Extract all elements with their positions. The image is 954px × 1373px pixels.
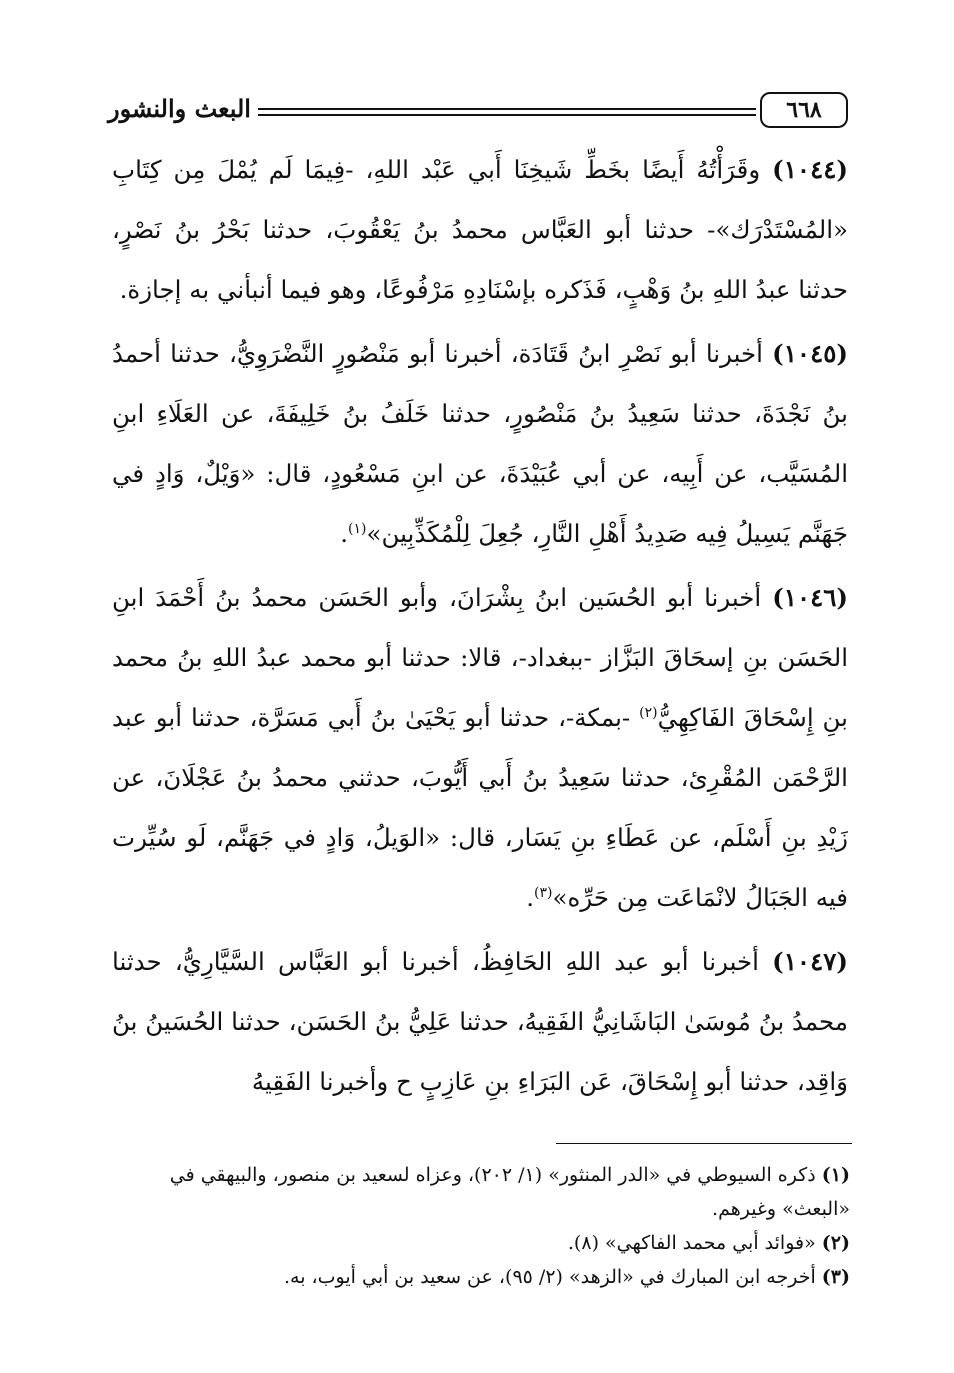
footnote-text: «فوائد أبي محمد الفاكهي» (٨).	[567, 1232, 816, 1254]
hadith-entry-1046	[112, 568, 848, 928]
hadith-entry-1045	[112, 324, 848, 564]
entry-number: (١٠٤٧)	[772, 947, 848, 976]
footnote-number: (٢)	[821, 1232, 850, 1254]
header-rule	[258, 108, 756, 110]
footnote-reference: (٣)	[534, 884, 553, 901]
footnote-number: (١)	[821, 1164, 850, 1186]
entry-text: وقَرَأْتُهُ أَيضًا بخَطِّ شَيخِنَا أَبي عَبْد اللهِ، -فِيمَا لَم يُمْلَ مِن كِتَابِ «المُسْتَدْرَك»- حدثنا أبو العَبَّاس محمدُ بنُ يَعْقُوبَ، حدثنا بَحْرُ بنُ نَصْرٍ، حدثنا عبدُ اللهِ بنُ وَهْبٍ، فَذَكره بإسْنَادِهِ مَرْفُوعًا، وهو فيما أنبأني به إجازة.	[112, 155, 848, 304]
footnote-text: ذكره السيوطي في «الدر المنثور» (١/ ٢٠٢)، وعزاه لسعيد بن منصور، والبيهقي في «البعث» وغيرهم.	[169, 1164, 850, 1220]
footnote-number: (٣)	[821, 1266, 850, 1288]
main-text	[112, 140, 848, 1116]
footnote-separator	[556, 1143, 852, 1144]
page-header	[108, 92, 848, 134]
header-rule	[258, 114, 756, 116]
entry-number: (١٠٤٥)	[772, 339, 848, 368]
footnote-reference: (٢)	[639, 704, 658, 721]
entry-text: أخبرنا أبو نَصْرِ ابنُ قَتَادَة، أخبرنا أبو مَنْصُورٍ النَّضْرَوِيُّ، حدثنا أحمدُ بنُ نَجْدَةَ، حدثنا سَعِيدُ بنُ مَنْصُورٍ، حدثنا خَلَفُ بنُ خَلِيفَةَ، عن العَلَاءِ ابنِ المُسَيَّب، عن أَبِيه، عن أبي عُبَيْدَةَ، عن ابنِ مَسْعُودٍ، قال: «وَيْلٌ، وَادٍ في جَهَنَّم يَسِيلُ فِيه صَدِيدُ أَهْلِ النَّارِ، جُعِلَ لِلْمُكَذِّبِين»	[112, 339, 848, 548]
footnote-3	[112, 1260, 850, 1294]
page-number: ٦٦٨	[760, 92, 848, 128]
hadith-entry-1047	[112, 932, 848, 1112]
entry-number: (١٠٤٤)	[772, 155, 848, 184]
hadith-entry-1044	[112, 140, 848, 320]
running-title: البعث والنشور	[108, 94, 251, 123]
entry-text: أخبرنا أبو عبد اللهِ الحَافِظُ، أخبرنا أبو العَبَّاس السَّيَّارِيُّ، حدثنا محمدُ بنُ مُوسَىٰ البَاشَانِيُّ الفَقِيهُ، حدثنا عَلِيُّ بنُ الحَسَن، حدثنا الحُسَينُ بنُ وَاقِد، حدثنا أبو إِسْحَاقَ، عَن البَرَاءِ بنِ عَازِبٍ ح وأخبرنا الفَقِيهُ	[112, 947, 848, 1096]
footnote-2	[112, 1226, 850, 1260]
entry-text-continued: -بمكة-، حدثنا أبو يَحْيَىٰ بنُ أَبي مَسَرَّة، حدثنا أبو عبد الرَّحْمَن المُقْرِئ، حدثنا سَعِيدُ بنُ أَبي أَيُّوبَ، حدثني محمدُ بنُ عَجْلَانَ، عن زَيْدِ بنِ أَسْلَم، عن عَطَاءِ بنِ يَسَار، قال: «الوَيلُ، وَادٍ في جَهَنَّم، لَو سُيِّرت فيه الجَبَالُ لانْمَاعَت مِن حَرِّه»	[112, 703, 848, 912]
footnote-text: أخرجه ابن المبارك في «الزهد» (٢/ ٩٥)، عن سعيد بن أبي أيوب، به.	[283, 1266, 816, 1288]
footnote-reference: (١)	[348, 520, 367, 537]
footnotes	[112, 1158, 850, 1294]
entry-number: (١٠٤٦)	[772, 583, 849, 612]
entry-tail: .	[526, 883, 535, 912]
entry-text: أخبرنا أبو الحُسَين ابنُ بِشْرَانَ، وأبو الحَسَن محمدُ بنُ أَحْمَدَ ابنِ الحَسَن بنِ إسحَاقَ البَزَّاز -ببغداد-، قالا: حدثنا أبو محمد عبدُ اللهِ بنُ محمد بنِ إِسْحَاقَ الفَاكِهِيُّ	[112, 583, 848, 732]
entry-tail: .	[340, 519, 349, 548]
footnote-1	[112, 1158, 850, 1226]
